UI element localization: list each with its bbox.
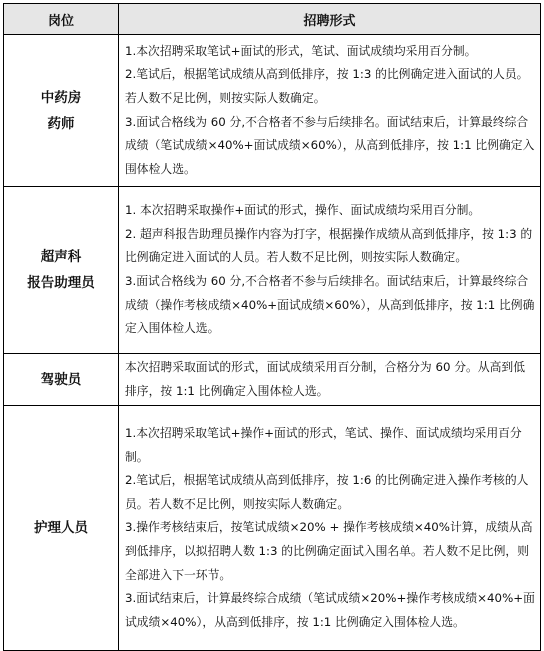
method-paragraph: 2.笔试后，根据笔试成绩从高到低排序，按 1:3 的比例确定进入面试的人员。若人数不足比例，则按实际人数确定。: [125, 67, 529, 105]
table-row: [4, 187, 541, 354]
method-paragraph: 3.操作考核结束后，按笔试成绩×20% + 操作考核成绩×40%计算，成绩从高到低排序，以拟招聘人数 1:3 的比例确定面试入围名单。若人数不足比例，则全部进入下一环节。: [125, 520, 533, 582]
table-row: [4, 354, 541, 406]
position-line: 超声科: [40, 249, 82, 265]
position-line: 护理人员: [34, 520, 88, 537]
method-paragraph: 3.面试结束后，计算最终综合成绩（笔试成绩×20%+操作考核成绩×40%+面试成绩×40%），从高到低排序，按 1:1 比例确定入围体检人选。: [125, 591, 535, 629]
method-paragraph: 3.面试合格线为 60 分,不合格者不参与后续排名。面试结束后，计算最终综合成绩（操作考核成绩×40%+面试成绩×60%），从高到低排序，按 1:1 比例确定入围体检人选。: [125, 274, 535, 336]
position-line: 中药房: [40, 89, 82, 106]
position-line: 驾驶员: [40, 371, 82, 388]
method-paragraph: 3.面试合格线为 60 分,不合格者不参与后续排名。面试结束后，计算最终综合成绩（笔试成绩×40%+面试成绩×60%），从高到低排序，按 1:1 比例确定入围体检人选。: [125, 114, 535, 176]
method-cell: [119, 354, 541, 406]
method-paragraph: 本次招聘采取面试的形式，面试成绩采用百分制，合格分为 60 分。从高到低排序，按 1:1 比例确定入围体检人选。: [125, 360, 526, 398]
method-paragraph: 1.本次招聘采取笔试+操作+面试的形式，笔试、操作、面试成绩均采用百分制。: [125, 426, 522, 464]
method-paragraph: 1.本次招聘采取笔试+面试的形式，笔试、面试成绩均采用百分制。: [125, 43, 477, 58]
recruitment-table: [3, 3, 541, 651]
method-paragraph: 2.笔试后，根据笔试成绩从高到低排序，按 1:6 的比例确定进入操作考核的人员。若人数不足比例，则按实际人数确定。: [125, 473, 529, 511]
header-position: 岗位: [4, 4, 119, 35]
table-header-row: [4, 4, 541, 35]
position-line: 药师: [47, 115, 75, 132]
position-line: 报告助理员: [27, 275, 95, 291]
method-paragraph: 2. 超声科报告助理员操作内容为打字，根据操作成绩从高到低排序，按 1:3 的比例确定进入面试的人员。若人数不足比例，则按实际人数确定。: [125, 226, 533, 265]
method-cell: [119, 187, 541, 354]
position-cell: [4, 406, 119, 651]
position-cell: [4, 187, 119, 354]
method-paragraph: 1. 本次招聘采取操作+面试的形式，操作、面试成绩均采用百分制。: [125, 203, 481, 218]
method-cell: [119, 406, 541, 651]
position-cell: [4, 35, 119, 187]
method-cell: [119, 35, 541, 187]
table-row: [4, 35, 541, 187]
header-method: 招聘形式: [119, 4, 541, 35]
position-cell: [4, 354, 119, 406]
table-row: [4, 406, 541, 651]
